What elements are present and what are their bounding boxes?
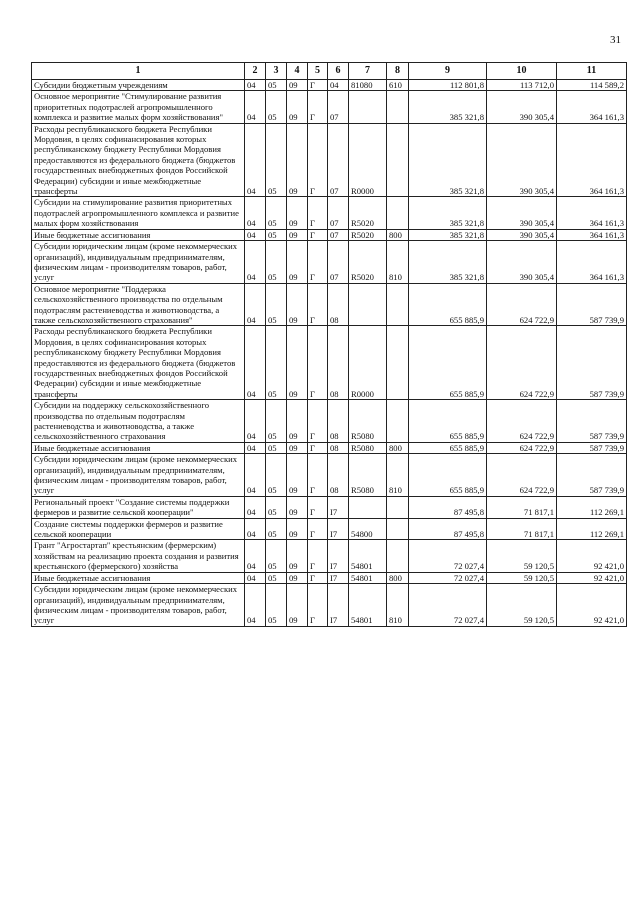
amount-cell: 114 589,2 (557, 80, 627, 91)
table-header-row (32, 63, 627, 80)
code-cell: 05 (266, 283, 287, 326)
code-cell: 08 (328, 442, 349, 453)
table-row (32, 91, 627, 123)
code-cell: 09 (287, 518, 308, 540)
amount-cell: 587 739,9 (557, 400, 627, 443)
row-name-cell: Субсидии на поддержку сельскохозяйственного производства по отдельным подотраслям растениеводства и животноводства, а также сельскохозяйственного страхования (32, 400, 245, 443)
code-cell: 09 (287, 496, 308, 518)
page-number: 31 (610, 34, 621, 46)
code-cell: 04 (245, 326, 266, 400)
amount-cell: 385 321,8 (409, 229, 487, 240)
code-cell: 05 (266, 197, 287, 229)
amount-cell: 655 885,9 (409, 326, 487, 400)
code-cell: 08 (328, 326, 349, 400)
code-cell: 04 (245, 283, 266, 326)
code-cell: Г (308, 80, 328, 91)
table-body (32, 80, 627, 627)
row-name-cell: Субсидии на стимулирование развития приоритетных подотраслей агропромышленного комплекса и развитие малых форм хозяйствования (32, 197, 245, 229)
amount-cell: 385 321,8 (409, 241, 487, 284)
code-cell: 05 (266, 572, 287, 583)
code-cell (387, 326, 409, 400)
code-cell: 54801 (349, 584, 387, 627)
budget-table (31, 62, 627, 627)
amount-cell: 655 885,9 (409, 400, 487, 443)
code-cell: 800 (387, 572, 409, 583)
code-cell: 04 (245, 197, 266, 229)
code-cell: 07 (328, 241, 349, 284)
code-cell: R0000 (349, 123, 387, 197)
code-cell: R5020 (349, 229, 387, 240)
amount-cell: 364 161,3 (557, 123, 627, 197)
code-cell: 04 (245, 584, 266, 627)
amount-cell: 655 885,9 (409, 442, 487, 453)
amount-cell: 364 161,3 (557, 91, 627, 123)
code-cell: 09 (287, 454, 308, 497)
code-cell: I7 (328, 496, 349, 518)
code-cell: 05 (266, 518, 287, 540)
code-cell: 07 (328, 91, 349, 123)
code-cell: 81080 (349, 80, 387, 91)
code-cell: 09 (287, 80, 308, 91)
row-name-cell: Иные бюджетные ассигнования (32, 442, 245, 453)
column-header: 8 (387, 63, 409, 80)
table-row (32, 584, 627, 627)
code-cell: 09 (287, 540, 308, 572)
row-name-cell: Субсидии бюджетным учреждениям (32, 80, 245, 91)
code-cell: 04 (245, 229, 266, 240)
code-cell (387, 123, 409, 197)
table-row (32, 229, 627, 240)
row-name-cell: Основное мероприятие "Поддержка сельскохозяйственного производства по отдельным подотраслям растениеводства и животноводства, а также сельскохозяйственного страхования" (32, 283, 245, 326)
code-cell (387, 197, 409, 229)
row-name-cell: Субсидии юридическим лицам (кроме некоммерческих организаций), индивидуальным предпринимателям, физическим лицам - производителям товаров, работ, услуг (32, 241, 245, 284)
code-cell: 54800 (349, 518, 387, 540)
code-cell: Г (308, 442, 328, 453)
column-header: 3 (266, 63, 287, 80)
amount-cell: 92 421,0 (557, 540, 627, 572)
amount-cell: 385 321,8 (409, 91, 487, 123)
code-cell (387, 518, 409, 540)
code-cell: 08 (328, 454, 349, 497)
amount-cell: 364 161,3 (557, 197, 627, 229)
row-name-cell: Расходы республиканского бюджета Республики Мордовия, в целях софинансирования которых республиканскому бюджету Республики Мордовия предоставляются из федерального бюджета (бюджетов государственных внебюджетных фондов Российской Федерации) субсидии и иные межбюджетные трансферты (32, 326, 245, 400)
code-cell: 05 (266, 229, 287, 240)
code-cell: 800 (387, 442, 409, 453)
code-cell: Г (308, 540, 328, 572)
code-cell: Г (308, 454, 328, 497)
code-cell: 09 (287, 442, 308, 453)
code-cell: 05 (266, 80, 287, 91)
code-cell (387, 496, 409, 518)
code-cell: I7 (328, 540, 349, 572)
code-cell: 05 (266, 91, 287, 123)
row-name-cell: Иные бюджетные ассигнования (32, 572, 245, 583)
amount-cell: 72 027,4 (409, 584, 487, 627)
amount-cell: 92 421,0 (557, 572, 627, 583)
table-row (32, 326, 627, 400)
code-cell: I7 (328, 518, 349, 540)
code-cell: 05 (266, 442, 287, 453)
code-cell: R5020 (349, 241, 387, 284)
amount-cell: 587 739,9 (557, 283, 627, 326)
code-cell: Г (308, 91, 328, 123)
amount-cell: 59 120,5 (487, 584, 557, 627)
amount-cell: 624 722,9 (487, 442, 557, 453)
code-cell: I7 (328, 584, 349, 627)
amount-cell: 364 161,3 (557, 241, 627, 284)
amount-cell: 113 712,0 (487, 80, 557, 91)
column-header: 9 (409, 63, 487, 80)
table-row (32, 496, 627, 518)
code-cell: 05 (266, 496, 287, 518)
amount-cell: 59 120,5 (487, 572, 557, 583)
code-cell (387, 91, 409, 123)
row-name-cell: Иные бюджетные ассигнования (32, 229, 245, 240)
code-cell: 05 (266, 400, 287, 443)
amount-cell: 71 817,1 (487, 496, 557, 518)
column-header: 6 (328, 63, 349, 80)
amount-cell: 390 305,4 (487, 229, 557, 240)
code-cell: 04 (245, 241, 266, 284)
code-cell: 800 (387, 229, 409, 240)
code-cell: 04 (245, 540, 266, 572)
code-cell: 07 (328, 197, 349, 229)
column-header: 7 (349, 63, 387, 80)
row-name-cell: Грант "Агростартап" крестьянским (фермерским) хозяйствам на реализацию проекта создания и развития крестьянского (фермерского) хозяйства (32, 540, 245, 572)
code-cell: 04 (245, 442, 266, 453)
amount-cell: 587 739,9 (557, 326, 627, 400)
code-cell: R5020 (349, 197, 387, 229)
code-cell: 04 (245, 400, 266, 443)
amount-cell: 624 722,9 (487, 400, 557, 443)
code-cell: 08 (328, 400, 349, 443)
code-cell: 810 (387, 241, 409, 284)
code-cell: Г (308, 283, 328, 326)
table-row (32, 123, 627, 197)
amount-cell: 59 120,5 (487, 540, 557, 572)
code-cell: Г (308, 400, 328, 443)
table-row (32, 283, 627, 326)
amount-cell: 587 739,9 (557, 454, 627, 497)
amount-cell: 385 321,8 (409, 197, 487, 229)
code-cell: 04 (245, 496, 266, 518)
code-cell (349, 91, 387, 123)
amount-cell: 624 722,9 (487, 454, 557, 497)
amount-cell: 624 722,9 (487, 326, 557, 400)
table-row (32, 572, 627, 583)
code-cell: 54801 (349, 572, 387, 583)
code-cell: 04 (245, 123, 266, 197)
amount-cell: 390 305,4 (487, 123, 557, 197)
code-cell (387, 400, 409, 443)
amount-cell: 655 885,9 (409, 283, 487, 326)
amount-cell: 390 305,4 (487, 197, 557, 229)
code-cell: 05 (266, 540, 287, 572)
amount-cell: 390 305,4 (487, 241, 557, 284)
code-cell: Г (308, 229, 328, 240)
amount-cell: 72 027,4 (409, 540, 487, 572)
row-name-cell: Субсидии юридическим лицам (кроме некоммерческих организаций), индивидуальным предпринимателям, физическим лицам - производителям товаров, работ, услуг (32, 454, 245, 497)
table-row (32, 80, 627, 91)
code-cell: Г (308, 584, 328, 627)
code-cell: R0000 (349, 326, 387, 400)
row-name-cell: Расходы республиканского бюджета Республики Мордовия, в целях софинансирования которых республиканскому бюджету Республики Мордовия предоставляются из федерального бюджета (бюджетов государственных внебюджетных фондов Российской Федерации) субсидии и иные межбюджетные трансферты (32, 123, 245, 197)
column-header: 5 (308, 63, 328, 80)
code-cell: 09 (287, 241, 308, 284)
code-cell: 09 (287, 197, 308, 229)
code-cell: 04 (245, 80, 266, 91)
code-cell (387, 540, 409, 572)
code-cell: 04 (245, 91, 266, 123)
code-cell: 07 (328, 229, 349, 240)
code-cell: 09 (287, 229, 308, 240)
amount-cell: 587 739,9 (557, 442, 627, 453)
code-cell: Г (308, 326, 328, 400)
table-row (32, 540, 627, 572)
amount-cell: 112 269,1 (557, 496, 627, 518)
code-cell: 04 (328, 80, 349, 91)
code-cell: 810 (387, 584, 409, 627)
code-cell: 09 (287, 123, 308, 197)
amount-cell: 112 269,1 (557, 518, 627, 540)
table-row (32, 197, 627, 229)
code-cell: 04 (245, 454, 266, 497)
amount-cell: 87 495,8 (409, 496, 487, 518)
amount-cell: 72 027,4 (409, 572, 487, 583)
code-cell: 05 (266, 241, 287, 284)
code-cell: 09 (287, 572, 308, 583)
code-cell: Г (308, 197, 328, 229)
table-row (32, 442, 627, 453)
code-cell: 810 (387, 454, 409, 497)
code-cell (349, 283, 387, 326)
row-name-cell: Основное мероприятие "Стимулирование развития приоритетных подотраслей агропромышленного комплекса и развитие малых форм хозяйствования" (32, 91, 245, 123)
code-cell: Г (308, 241, 328, 284)
code-cell: Г (308, 518, 328, 540)
amount-cell: 112 801,8 (409, 80, 487, 91)
amount-cell: 71 817,1 (487, 518, 557, 540)
code-cell: 09 (287, 283, 308, 326)
code-cell: Г (308, 496, 328, 518)
code-cell: 05 (266, 454, 287, 497)
code-cell (349, 496, 387, 518)
column-header: 2 (245, 63, 266, 80)
amount-cell: 655 885,9 (409, 454, 487, 497)
amount-cell: 364 161,3 (557, 229, 627, 240)
column-header: 10 (487, 63, 557, 80)
code-cell: Г (308, 123, 328, 197)
column-header: 1 (32, 63, 245, 80)
code-cell: R5080 (349, 400, 387, 443)
code-cell: 05 (266, 123, 287, 197)
row-name-cell: Создание системы поддержки фермеров и развитие сельской кооперации (32, 518, 245, 540)
code-cell: 07 (328, 123, 349, 197)
code-cell: 54801 (349, 540, 387, 572)
code-cell: 05 (266, 584, 287, 627)
code-cell: 04 (245, 572, 266, 583)
table-row (32, 241, 627, 284)
code-cell: 09 (287, 91, 308, 123)
code-cell: 05 (266, 326, 287, 400)
amount-cell: 624 722,9 (487, 283, 557, 326)
row-name-cell: Региональный проект "Создание системы поддержки фермеров и развитие сельской кооперации" (32, 496, 245, 518)
code-cell: 610 (387, 80, 409, 91)
code-cell: R5080 (349, 442, 387, 453)
code-cell: 09 (287, 584, 308, 627)
code-cell: 09 (287, 400, 308, 443)
code-cell: I7 (328, 572, 349, 583)
amount-cell: 385 321,8 (409, 123, 487, 197)
code-cell: 09 (287, 326, 308, 400)
amount-cell: 390 305,4 (487, 91, 557, 123)
column-header: 11 (557, 63, 627, 80)
amount-cell: 92 421,0 (557, 584, 627, 627)
code-cell: Г (308, 572, 328, 583)
table-row (32, 518, 627, 540)
code-cell: R5080 (349, 454, 387, 497)
code-cell: 04 (245, 518, 266, 540)
column-header: 4 (287, 63, 308, 80)
table-row (32, 454, 627, 497)
code-cell: 08 (328, 283, 349, 326)
table-row (32, 400, 627, 443)
code-cell (387, 283, 409, 326)
amount-cell: 87 495,8 (409, 518, 487, 540)
row-name-cell: Субсидии юридическим лицам (кроме некоммерческих организаций), индивидуальным предпринимателям, физическим лицам - производителям товаров, работ, услуг (32, 584, 245, 627)
